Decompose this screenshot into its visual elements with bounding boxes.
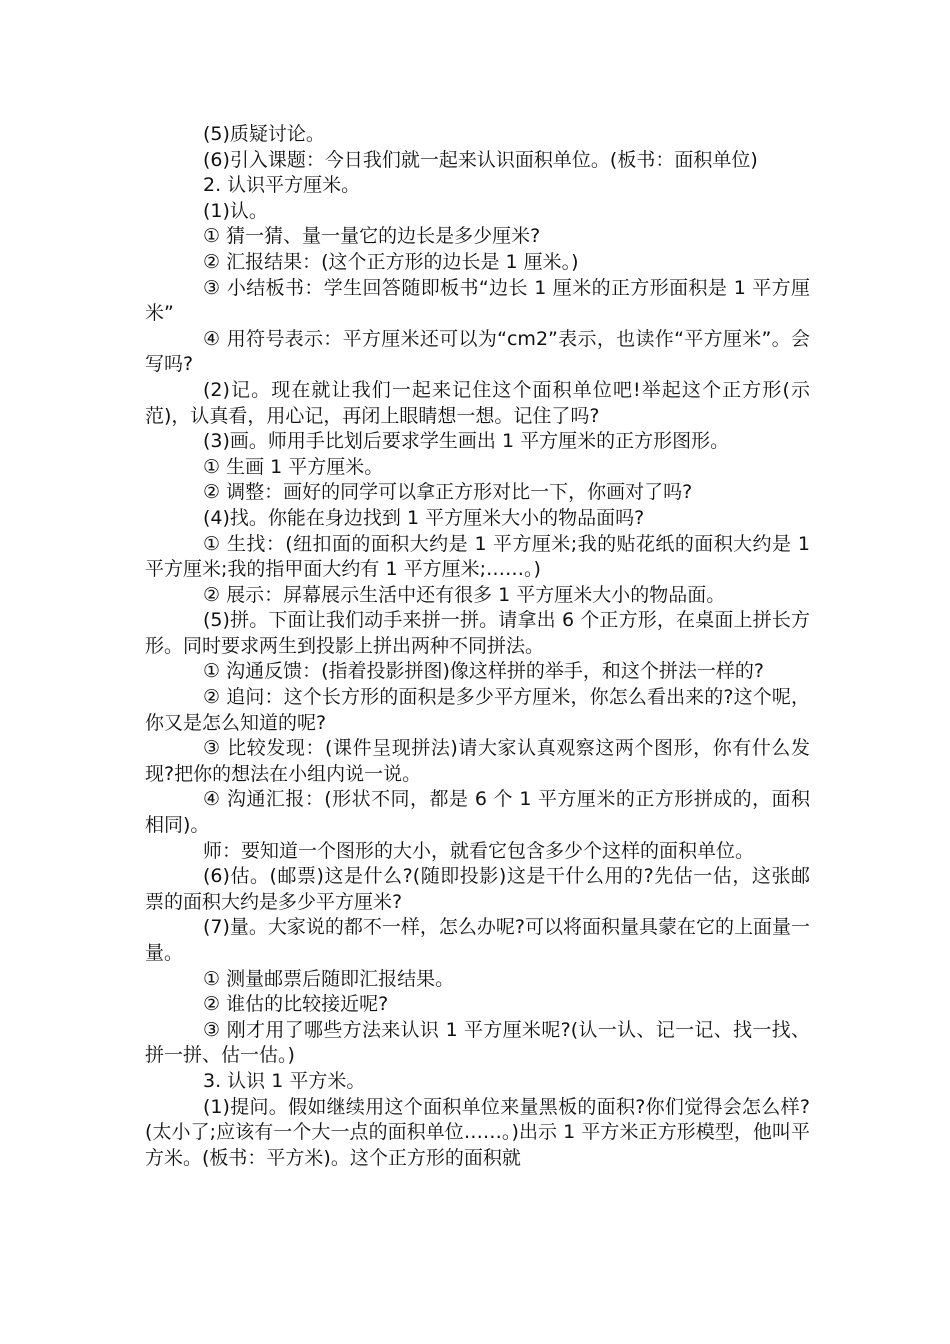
paragraph: ③ 比较发现：(课件呈现拼法)请大家认真观察这两个图形，你有什么发现?把你的想法在小组内说一说。 [145, 737, 810, 785]
paragraph: ① 测量邮票后随即汇报结果。 [203, 967, 455, 990]
document-body [145, 122, 810, 1171]
paragraph: ① 生找：(纽扣面的面积大约是 1 平方厘米;我的贴花纸的面积大约是 1 平方厘米;我的指甲面大约有 1 平方厘米;……。) [145, 532, 810, 581]
paragraph: (2)记。现在就让我们一起来记住这个面积单位吧!举起这个正方形(示范)，认真看，用心记，再闭上眼睛想一想。记住了吗? [145, 378, 810, 427]
paragraph: ③ 刚才用了哪些方法来认识 1 平方厘米呢?(认一认、记一记、找一找、拼一拼、估一估。) [145, 1018, 810, 1067]
paragraph: (5)质疑讨论。 [203, 123, 325, 145]
paragraph: (6)估。(邮票)这是什么?(随即投影)这是干什么用的?先估一估，这张邮票的面积大约是多少平方厘米? [145, 865, 810, 913]
paragraph: (7)量。大家说的都不一样，怎么办呢?可以将面积量具蒙在它的上面量一量。 [145, 916, 810, 964]
paragraph: (1)认。 [203, 199, 268, 222]
paragraph: ② 调整：画好的同学可以拿正方形对比一下，你画对了吗? [203, 481, 693, 504]
paragraph: 师：要知道一个图形的大小，就看它包含多少个这样的面积单位。 [203, 839, 755, 862]
paragraph: ② 谁估的比较接近呢? [203, 993, 389, 1016]
paragraph: (5)拼。下面让我们动手来拼一拼。请拿出 6 个正方形，在桌面上拼长方形。同时要求两生到投影上拼出两种不同拼法。 [145, 609, 810, 657]
paragraph: ③ 小结板书：学生回答随即板书“边长 1 厘米的正方形面积是 1 平方厘米” [145, 276, 810, 325]
paragraph: (6)引入课题：今日我们就一起来认识面积单位。(板书：面积单位) [203, 148, 758, 171]
paragraph: 2. 认识平方厘米。 [203, 174, 361, 197]
paragraph: ④ 用符号表示：平方厘米还可以为“cm2”表示，也读作“平方厘米”。会写吗? [145, 327, 810, 376]
paragraph: 3. 认识 1 平方米。 [203, 1069, 366, 1092]
paragraph: ① 生画 1 平方厘米。 [203, 455, 384, 478]
paragraph: (1)提问。假如继续用这个面积单位来量黑板的面积?你们觉得会怎么样?(太小了;应该有一个大一点的面积单位……。)出示 1 平方米正方形模型，他叫平方米。(板书：平方米)。这个正方形的面积就 [145, 1095, 810, 1169]
paragraph: (3)画。师用手比划后要求学生画出 1 平方厘米的正方形图形。 [203, 430, 730, 453]
paragraph: ② 展示：屏幕展示生活中还有很多 1 平方厘米大小的物品面。 [203, 583, 726, 606]
paragraph: ② 汇报结果：(这个正方形的边长是 1 厘米。) [203, 250, 579, 273]
paragraph: ② 追问：这个长方形的面积是多少平方厘米，你怎么看出来的?这个呢，你又是怎么知道的呢? [145, 686, 810, 734]
paragraph: ① 猜一猜、量一量它的边长是多少厘米? [203, 225, 541, 248]
paragraph: ④ 沟通汇报：(形状不同，都是 6 个 1 平方厘米的正方形拼成的，面积相同)。 [145, 788, 810, 837]
paragraph: (4)找。你能在身边找到 1 平方厘米大小的物品面吗? [203, 506, 645, 529]
paragraph: ① 沟通反馈：(指着投影拼图)像这样拼的举手，和这个拼法一样的? [203, 660, 764, 683]
